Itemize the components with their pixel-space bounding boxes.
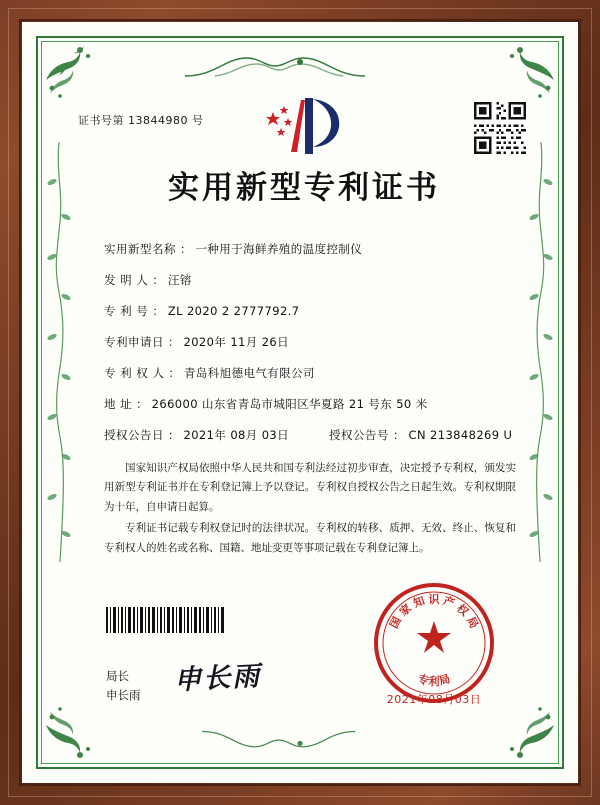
cnipa-logo-icon [261,94,347,160]
svg-text:局: 局 [437,672,452,688]
svg-text:专: 专 [416,672,431,688]
signature-title: 局长 [106,669,129,684]
field-label: 专 利 权 人 [104,366,165,380]
field-colon: ： [136,397,148,411]
field-colon: ： [168,366,180,380]
field-row-name [78,241,530,257]
svg-text:产: 产 [441,594,457,611]
qr-code-icon [474,102,526,154]
field-value-grant-date: 2021年 08月 03日 [183,428,290,442]
field-value: 2020年 11月 26日 [183,335,290,349]
certificate-content [78,94,530,743]
legal-text [78,459,530,558]
signature-name: 申长雨 [106,688,141,703]
field-colon: ： [393,428,405,442]
field-label-grant-number: 授权公告号 [329,428,390,442]
svg-text:国: 国 [387,614,404,631]
field-colon: ： [152,304,164,318]
field-list [78,241,530,443]
svg-text:家: 家 [397,601,414,619]
field-colon: ： [168,428,180,442]
signature-block [106,667,141,705]
field-row-inventor [78,272,530,288]
vine-ornament-icon [46,142,72,562]
page-title: 实用新型专利证书 [168,170,440,206]
svg-text:利: 利 [428,675,440,688]
field-row-patent-number [78,303,530,319]
legal-paragraph: 专利证书记载专利权登记时的法律状况。专利权的转移、质押、无效、终止、恢复和专利权人的姓名或名称、国籍、地址变更等事项记载在专利登记簿上。 [104,522,516,554]
field-value-grant-number: CN 213848269 U [408,428,513,442]
field-value: 汪镕 [167,273,192,287]
field-colon: ： [152,273,164,287]
field-row-application-date [78,334,530,350]
field-label: 专利申请日 [104,335,164,349]
svg-text:权: 权 [454,601,471,619]
legal-paragraph: 国家知识产权局依照中华人民共和国专利法经过初步审查，决定授予专利权，颁发实用新型专利证书并在专利登记簿上予以登记。专利权自授权公告之日起生效。专利权期限为十年，自申请日起算。 [104,462,516,513]
vine-ornament-icon [528,142,554,562]
certificate-number: 证书号第 13844980 号 [78,114,204,127]
certificate-paper [22,22,578,783]
field-colon: ： [168,335,180,349]
handwritten-signature: 申长雨 [173,660,262,697]
field-value: 青岛科旭德电气有限公司 [183,366,315,380]
field-grant-publication [329,427,512,443]
field-label: 实用新型名称 [104,242,176,256]
field-label: 专 利 号 [104,304,149,318]
field-row-address [78,396,530,412]
red-official-seal-icon [372,581,496,705]
field-value: 266000 山东省青岛市城阳区华夏路 21 号东 50 米 [151,397,428,411]
field-label: 发 明 人 [104,273,149,287]
field-row-patentee [78,365,530,381]
svg-text:局: 局 [464,614,481,631]
seal-date: 2021年08月03日 [386,693,482,706]
top-ornament-icon [175,46,425,86]
field-row-grant [78,427,530,443]
svg-text:知: 知 [411,594,427,611]
svg-text:识: 识 [428,593,440,606]
field-label: 地 址 [104,397,133,411]
field-value: 一种用于海鲜养殖的温度控制仪 [195,242,363,256]
barcode-icon [106,607,226,633]
field-value: ZL 2020 2 2777792.7 [167,304,300,318]
field-label-grant-date: 授权公告日 [104,428,164,442]
field-colon: ： [180,242,192,256]
